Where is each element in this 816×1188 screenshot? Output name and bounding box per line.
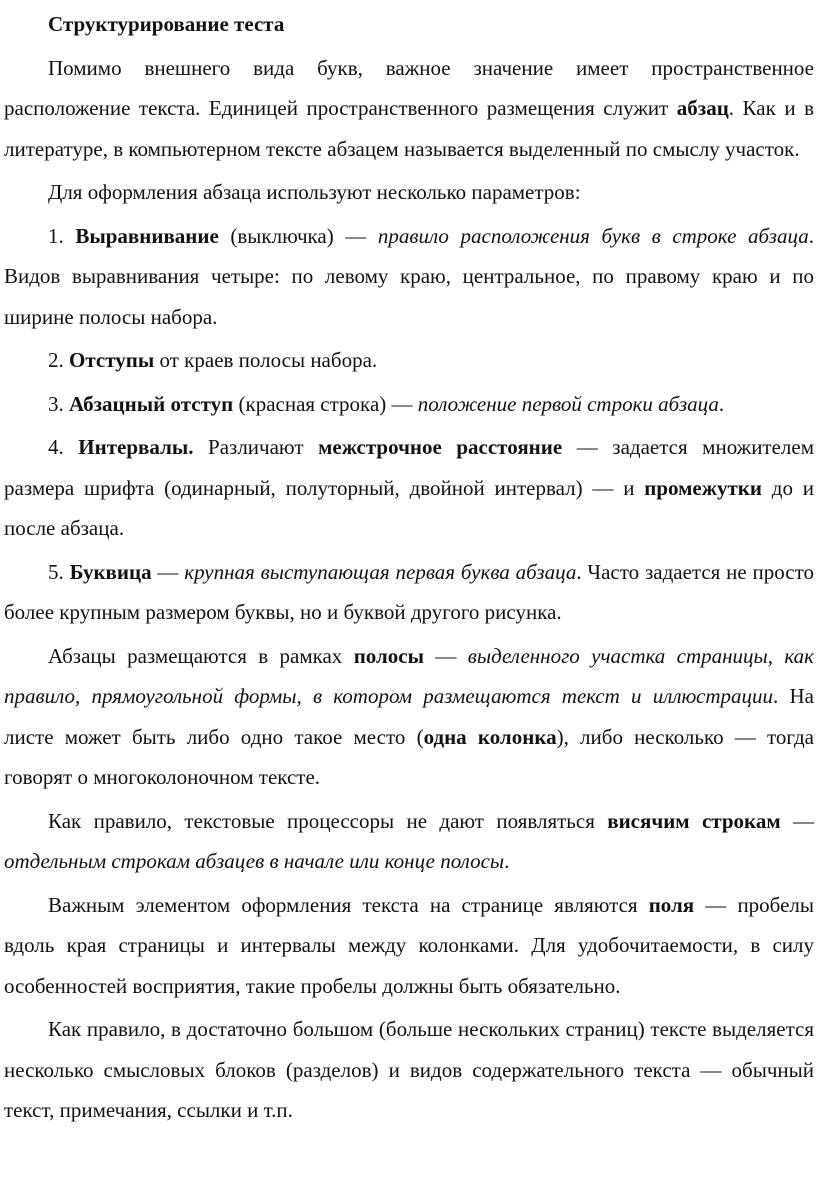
paragraph-intro: Помимо внешнего вида букв, важное значение имеет пространственное расположение текста. Единицей пространственного размещения служит абзац. Как и в литературе, в компьютерном тексте абзацем называется выделенный по смыслу участок. <box>4 55 814 161</box>
paragraph-params: Для оформления абзаца используют несколько параметров: <box>48 180 581 204</box>
paragraph-widows: Как правило, текстовые процессоры не дают появляться висячим строкам — отдельным строкам абзацев в начале или конце полосы. <box>4 808 815 873</box>
list-item-alignment: 1. Выравнивание (выключка) — правило расположения букв в строке абзаца. Видов выравнивания четыре: по левому краю, центральное, по правому краю и по ширине полосы набора. <box>4 223 814 329</box>
term-abzac: абзац <box>676 96 729 120</box>
paragraph-sections: Как правило, в достаточно большом (больше нескольких страниц) тексте выделяется несколько смысловых блоков (разделов) и видов содержательного текста — обычный текст, примечания, ссылки и т.п. <box>4 1017 814 1122</box>
section-title: Структурирование теста <box>48 12 285 36</box>
list-item-intervals: 4. Интервалы. Различают межстрочное расстояние — задается множителем размера шрифта (одинарный, полуторный, двойной интервал) — и промежутки до и после абзаца. <box>4 435 815 540</box>
list-item-drop-cap: 5. Буквица — крупная выступающая первая буква абзаца. Часто задается не просто более крупным размером буквы, но и буквой другого рисунка. <box>4 559 814 624</box>
paragraph-column: Абзацы размещаются в рамках полосы — выделенного участка страницы, как правило, прямоугольной формы, в котором размещаются текст и иллюстрации. На листе может быть либо одно такое место (одна колонка), либо несколько — тогда говорят о многоколоночном тексте. <box>4 643 815 789</box>
list-item-indents: 2. Отступы от краев полосы набора. <box>48 348 378 372</box>
list-item-first-line-indent: 3. Абзацный отступ (красная строка) — положение первой строки абзаца. <box>48 391 725 416</box>
paragraph-margins: Важным элементом оформления текста на странице являются поля — пробелы вдоль края страницы и интервалы между колонками. Для удобочитаемости, в силу особенностей восприятия, такие пробелы должны быть обязательно. <box>4 892 814 998</box>
